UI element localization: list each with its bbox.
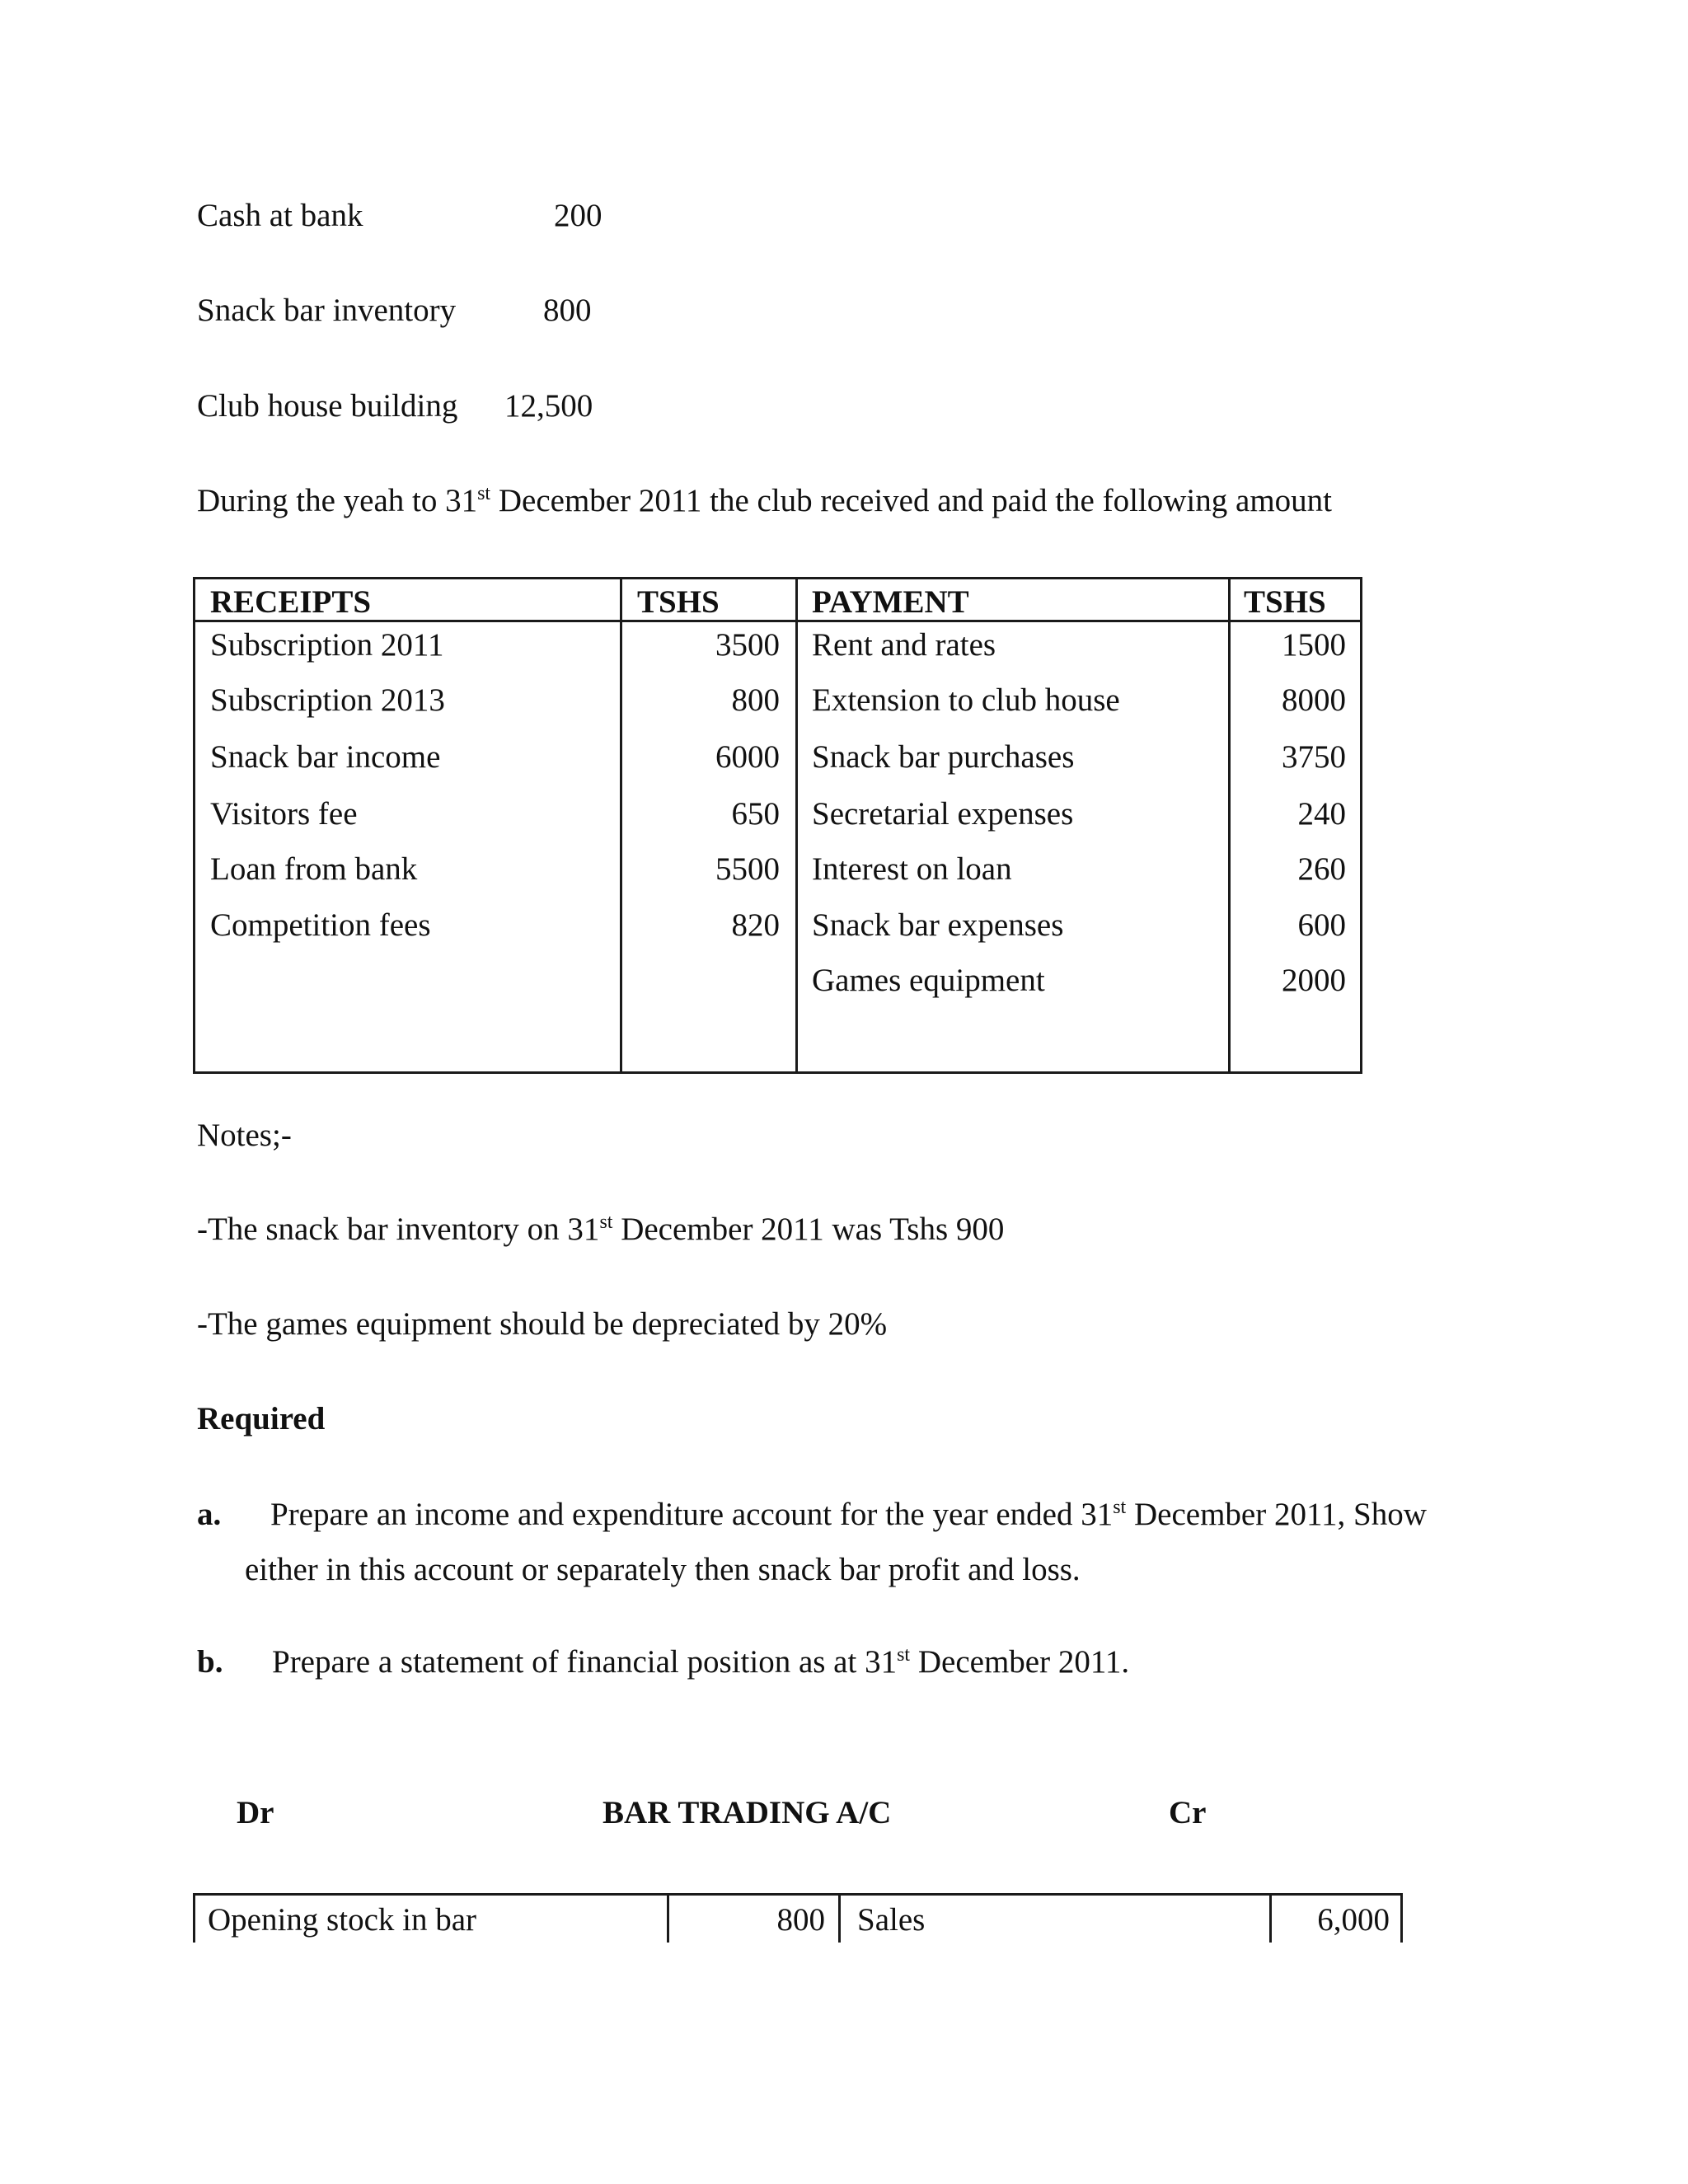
notes-heading: Notes;- — [197, 1118, 292, 1153]
receipt-label: Subscription 2013 — [210, 682, 445, 718]
part-a-marker: a. — [197, 1497, 222, 1532]
header-payment: PAYMENT — [812, 584, 969, 620]
opening-item-amount: 800 — [543, 293, 592, 328]
intro-superscript: st — [477, 483, 491, 504]
opening-item-amount: 12,500 — [504, 388, 593, 424]
receipt-amount: 3500 — [715, 627, 780, 663]
opening-item-label: Club house building — [197, 388, 458, 424]
required-heading: Required — [197, 1401, 326, 1436]
receipt-label: Competition fees — [210, 907, 431, 943]
receipt-label: Visitors fee — [210, 796, 358, 832]
receipt-label: Loan from bank — [210, 851, 418, 887]
opening-item-label: Cash at bank — [197, 198, 363, 233]
note-inventory-superscript: st — [599, 1212, 613, 1233]
opening-item-label: Snack bar inventory — [197, 293, 457, 328]
payment-label: Secretarial expenses — [812, 796, 1074, 832]
intro-sentence — [197, 485, 1332, 517]
payment-amount: 260 — [1297, 851, 1346, 887]
receipt-amount: 800 — [731, 682, 780, 718]
payment-label: Games equipment — [812, 963, 1045, 998]
payment-label: Rent and rates — [812, 627, 996, 663]
payment-label: Snack bar purchases — [812, 739, 1075, 775]
part-b-text-before: Prepare a statement of financial position as at 31 — [272, 1644, 898, 1680]
opening-item-amount: 200 — [554, 198, 603, 233]
receipt-amount: 820 — [731, 907, 780, 943]
note-inventory-before: -The snack bar inventory on 31 — [197, 1212, 600, 1247]
part-b-text-after: December 2011. — [910, 1644, 1130, 1680]
credit-amount: 6,000 — [1317, 1902, 1390, 1938]
payment-amount: 2000 — [1282, 963, 1346, 998]
receipt-label: Subscription 2011 — [210, 627, 444, 663]
payment-label: Snack bar expenses — [812, 907, 1064, 943]
credit-label: Sales — [857, 1902, 926, 1938]
receipt-amount: 5500 — [715, 851, 780, 887]
note-inventory — [197, 1213, 1004, 1245]
part-b-superscript: st — [897, 1644, 911, 1666]
receipt-amount: 650 — [731, 796, 780, 832]
intro-text-after: December 2011 the club received and paid the following amount — [490, 483, 1332, 518]
debit-label: Opening stock in bar — [208, 1902, 477, 1938]
note-inventory-after: December 2011 was Tshs 900 — [612, 1212, 1005, 1247]
receipts-payments-table — [193, 577, 1362, 1074]
part-a-superscript: st — [1113, 1497, 1127, 1518]
header-receipts-tshs: TSHS — [637, 584, 720, 620]
part-b-marker: b. — [197, 1644, 223, 1680]
header-payment-tshs: TSHS — [1244, 584, 1326, 620]
payment-label: Extension to club house — [812, 682, 1120, 718]
receipt-amount: 6000 — [715, 739, 780, 775]
header-receipts: RECEIPTS — [210, 584, 372, 620]
part-a-text-after: December 2011, Show — [1126, 1497, 1427, 1532]
bar-trading-title: BAR TRADING A/C — [603, 1795, 892, 1830]
payment-amount: 3750 — [1282, 739, 1346, 775]
payment-amount: 600 — [1297, 907, 1346, 943]
payment-amount: 1500 — [1282, 627, 1346, 663]
receipt-label: Snack bar income — [210, 739, 441, 775]
part-a-line2: either in this account or separately then snack bar profit and loss. — [245, 1552, 1081, 1587]
payment-label: Interest on loan — [812, 851, 1012, 887]
intro-text-before: During the yeah to 31 — [197, 483, 478, 518]
part-b-line — [272, 1646, 1129, 1678]
bar-trading-table — [193, 1893, 1403, 1943]
part-a-line1 — [270, 1498, 1427, 1530]
dr-label: Dr — [237, 1795, 274, 1830]
note-depreciation: -The games equipment should be depreciated by 20% — [197, 1306, 888, 1342]
payment-amount: 8000 — [1282, 682, 1346, 718]
payment-amount: 240 — [1297, 796, 1346, 832]
debit-amount: 800 — [776, 1902, 825, 1938]
part-a-text-before: Prepare an income and expenditure account for the year ended 31 — [270, 1497, 1114, 1532]
cr-label: Cr — [1169, 1795, 1207, 1830]
